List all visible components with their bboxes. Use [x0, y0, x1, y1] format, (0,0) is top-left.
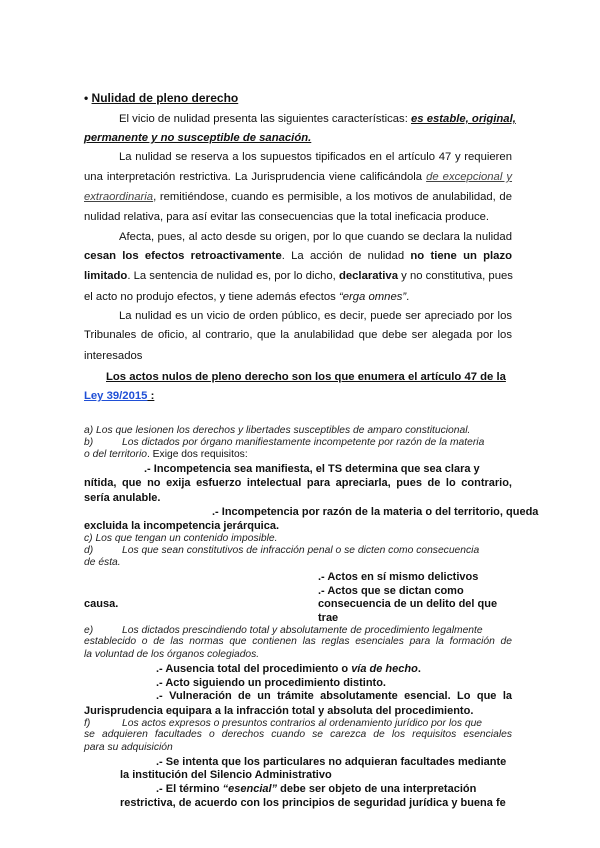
item-f-req1-line1: .- Se intenta que los particulares no adquieran facultades mediante: [156, 756, 507, 768]
p3-line4-text: el acto no produjo efectos, y tiene además efectos: [84, 291, 339, 303]
p2-line3: [84, 191, 512, 203]
p2-line3-emphasis: extraordinaria: [84, 191, 154, 203]
item-b-line2: [84, 448, 248, 462]
p1-line1: [119, 112, 516, 126]
p3-line2: [84, 250, 512, 262]
item-d-req1: .- Actos en sí mismo delictivos: [318, 571, 479, 583]
bullet: •: [84, 91, 89, 105]
item-b-req1-line2: nítida, que no exija esfuerzo intelectual para apreciarla, pues de lo contrario,: [84, 477, 512, 489]
item-e-text2: establecido o de las normas que contienen las reglas esenciales para la formación de: [84, 636, 512, 647]
item-e-req1-text: .- Ausencia total del procedimiento o: [156, 663, 352, 675]
item-e-req2: .- Acto siguiendo un procedimiento distinto.: [156, 677, 386, 689]
item-b-req2-line2: excluida la incompetencia jerárquica.: [84, 520, 280, 532]
p2-line2: [84, 171, 512, 183]
item-f-req2-line1: [156, 782, 476, 796]
item-d-label: d): [84, 545, 94, 556]
p3-bold-1: cesan los efectos retroactivamente: [84, 250, 282, 262]
item-b-text1: Los dictados por órgano manifiestamente incompetente por razón de la materia: [122, 437, 485, 448]
item-d-req2-line3: trae: [318, 612, 339, 624]
p4-line1: La nulidad es un vicio de orden público, es decir, puede ser apreciado por los: [119, 310, 512, 322]
p2-line2-text: una interpretación restrictiva. La Jurisprudencia viene calificándola: [84, 171, 427, 183]
section-heading: [84, 91, 238, 105]
item-e-req3-line1: .- Vulneración de un trámite absolutamente esencial. Lo que la: [156, 690, 512, 702]
item-f-text2: se adquieren facultades o derechos cuando se carezca de los requisitos esenciales: [84, 729, 512, 740]
p2-line3-text: , remitiéndose, cuando es permisible, a los motivos de anulabilidad, de: [153, 191, 512, 203]
item-c: c) Los que tengan un contenido imposible.: [84, 533, 278, 544]
item-e-via-de-hecho: vía de hecho: [351, 663, 418, 675]
item-e-text3: la voluntad de los órganos colegiados.: [84, 649, 260, 660]
item-e-text1: Los dictados prescindiendo total y absolutamente de procedimiento legalmente: [122, 625, 483, 636]
p3-line1: Afecta, pues, al acto desde su origen, por lo que cuando se declara la nulidad: [119, 231, 512, 243]
item-b-text2: o del territorio: [84, 449, 147, 460]
item-f-text1: Los actos expresos o presuntos contrarios al ordenamiento jurídico por los que: [122, 718, 483, 729]
item-d-text2: de ésta.: [84, 557, 121, 568]
section-title-line2: [84, 389, 154, 403]
p3-line2-text: . La acción de nulidad: [281, 250, 411, 262]
item-f-req2-text: .- El término: [156, 783, 223, 795]
item-f-req2-text2: debe ser objeto de una interpretación: [277, 783, 477, 795]
p3-bold-2: no tiene un plazo: [410, 250, 513, 262]
p3-line4: [84, 290, 409, 304]
p3-line3-text2: y no constitutiva, pues: [398, 270, 513, 282]
item-d-req2-line2: consecuencia de un delito del que: [318, 598, 498, 610]
item-d-req2-left: causa.: [84, 598, 119, 610]
p2-line2-emphasis: de excepcional y: [426, 171, 513, 183]
heading-title: Nulidad de pleno derecho: [91, 91, 239, 105]
item-f-label: f): [84, 718, 91, 729]
item-b-requirements: . Exige dos requisitos:: [146, 449, 248, 460]
item-e-req3-line2: Jurisprudencia equipara a la infracción total y absoluta del procedimiento.: [84, 705, 474, 717]
p3-bold-4: declarativa: [338, 270, 399, 282]
section-colon: :: [147, 390, 155, 402]
item-e-req1: [156, 662, 421, 676]
p3-line3: [84, 270, 512, 282]
p3-line4-end: .: [406, 291, 410, 303]
p3-erga-omnes: “erga omnes”: [338, 291, 407, 303]
section-title: Los actos nulos de pleno derecho son los que enumera el artículo 47 de la: [106, 371, 506, 383]
item-b-req1-line3: sería anulable.: [84, 492, 161, 504]
item-a: a) Los que lesionen los derechos y libertades susceptibles de amparo constitucional.: [84, 425, 471, 436]
p2-line4: nulidad relativa, para así evitar las consecuencias que la total ineficacia produce.: [84, 211, 490, 223]
p4-line3: interesados: [84, 350, 143, 362]
item-d-req2-line1: .- Actos que se dictan como: [318, 585, 464, 597]
item-f-req1-line2: la institución del Silencio Administrativo: [120, 769, 332, 781]
item-b-req2-line1: .- Incompetencia por razón de la materia o del territorio, queda: [212, 506, 539, 518]
item-d-text1: Los que sean constitutivos de infracción penal o se dicten como consecuencia: [122, 545, 480, 556]
p3-bold-3: limitado: [84, 270, 128, 282]
p3-line3-text1: . La sentencia de nulidad es, por lo dicho,: [127, 270, 339, 282]
item-f-req2-line2: restrictiva, de acuerdo con los principios de seguridad jurídica y buena fe: [120, 797, 506, 809]
p1-intro: El vicio de nulidad presenta las siguientes características:: [119, 113, 411, 125]
item-f-text3: para su adquisición: [84, 742, 173, 753]
item-b-label: b): [84, 437, 94, 448]
p1-emphasis-2: permanente y no susceptible de sanación.: [84, 132, 312, 144]
p2-line1: La nulidad se reserva a los supuestos tipificados en el artículo 47 y requieren: [119, 151, 512, 163]
p1-emphasis-1: es estable, original,: [411, 113, 516, 125]
item-f-esencial: “esencial”: [222, 783, 278, 795]
item-b-req1-line1: .- Incompetencia sea manifiesta, el TS determina que sea clara y: [144, 463, 480, 475]
p4-line2: Tribunales de oficio, al contrario, que la anulabilidad que debe ser alegada por los: [84, 329, 512, 341]
item-e-label: e): [84, 625, 94, 636]
law-link[interactable]: Ley 39/2015: [84, 390, 148, 402]
item-e-req1-end: .: [417, 663, 421, 675]
